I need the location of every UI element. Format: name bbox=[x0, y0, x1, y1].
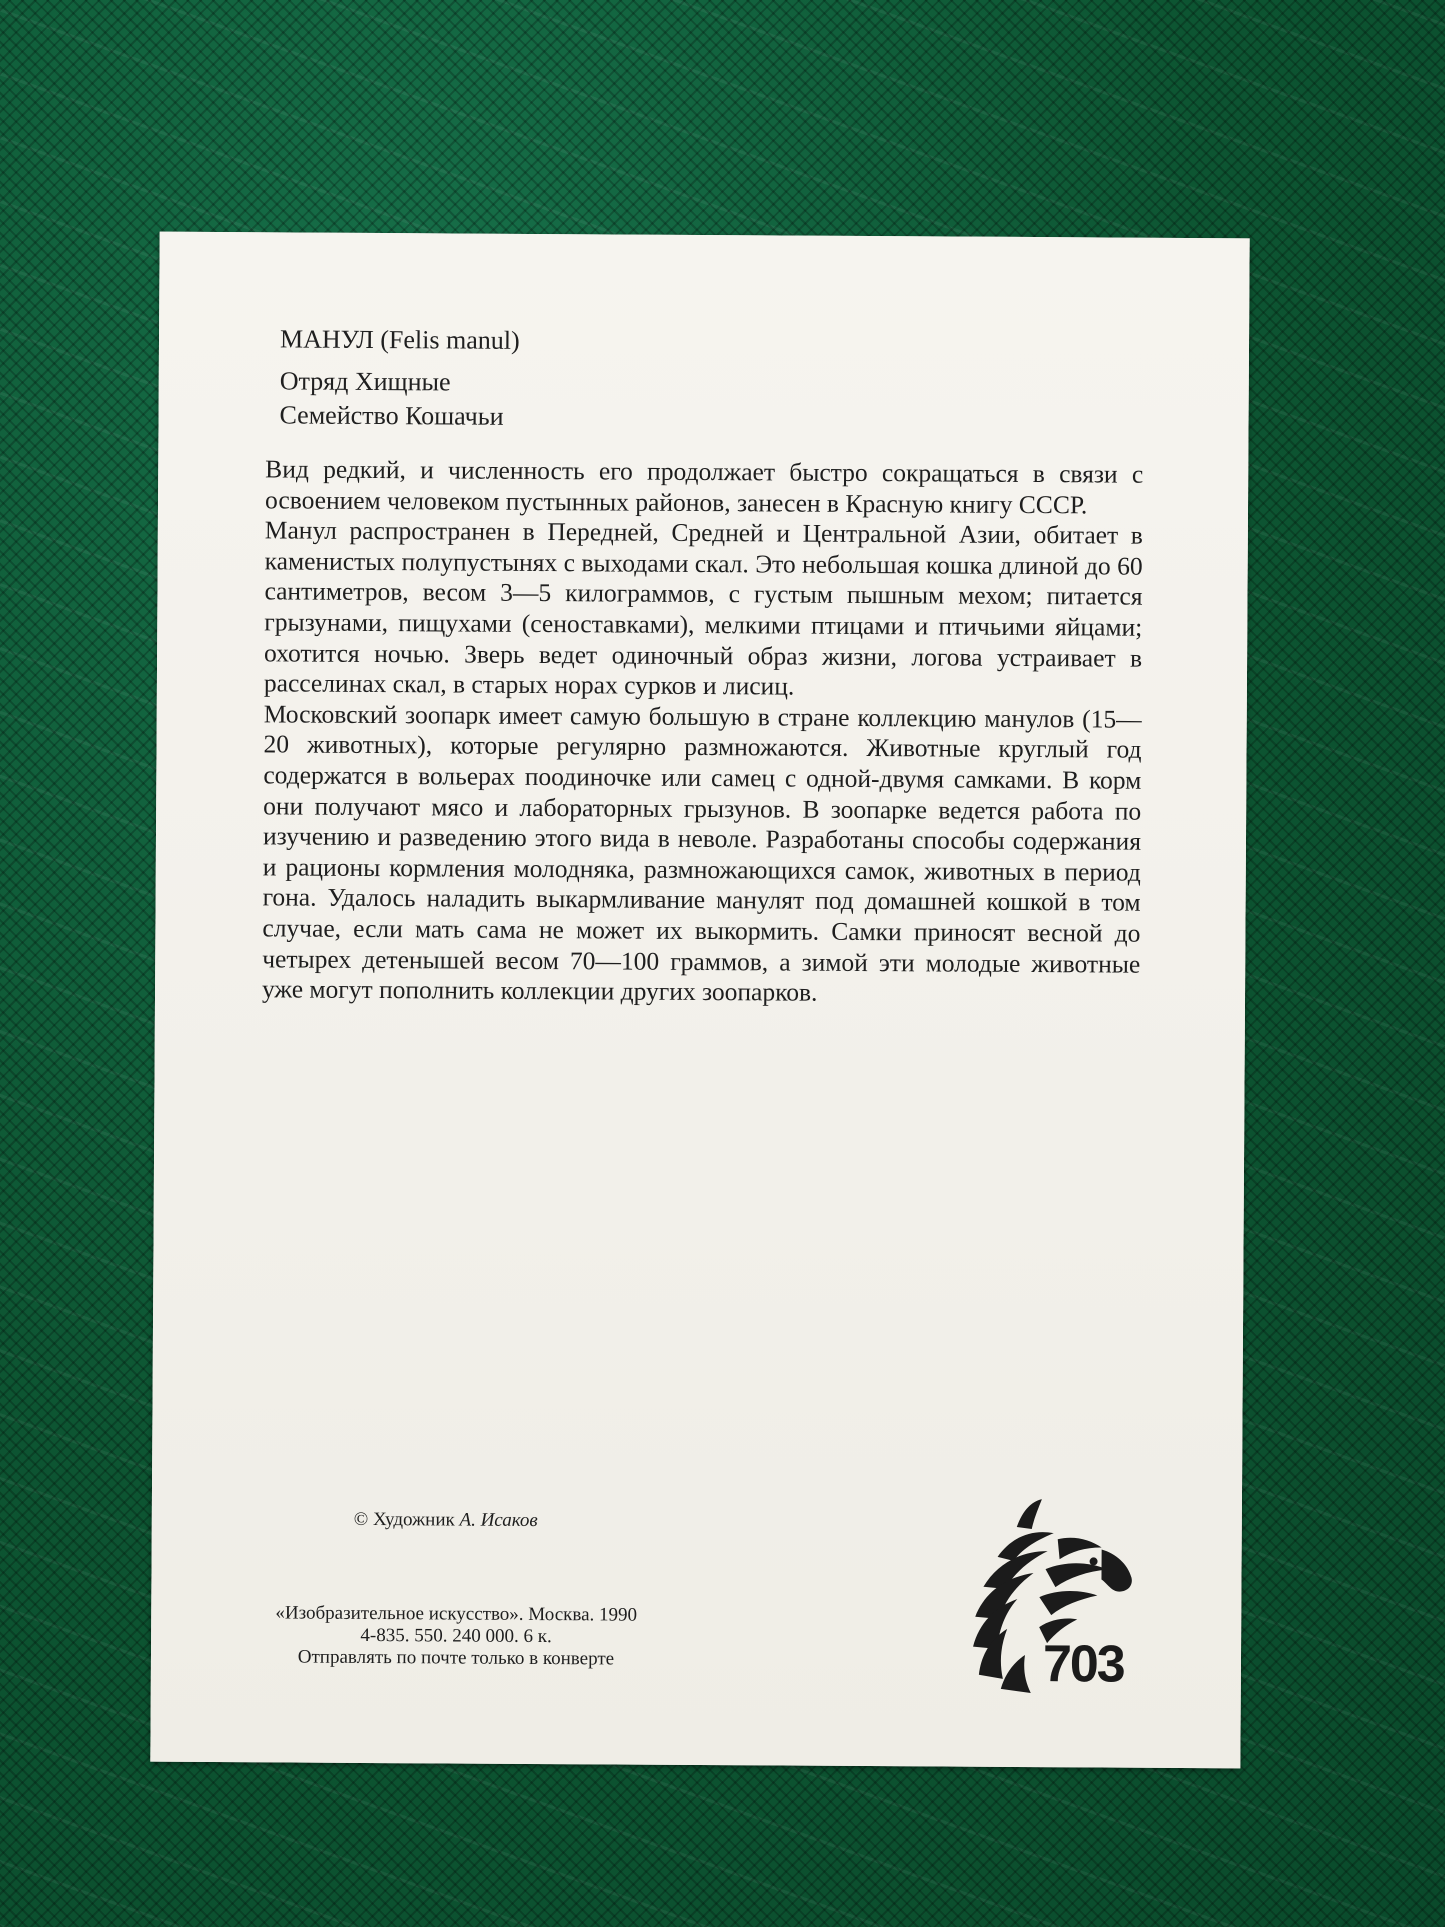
artist-name: А. Исаков bbox=[459, 1509, 538, 1532]
family-line: Семейство Кошачьи bbox=[279, 400, 504, 431]
title-row bbox=[280, 322, 520, 357]
logo-number: 703 bbox=[1042, 1635, 1124, 1694]
paragraph-zoo: Московский зоопарк имеет самую большую в стране коллекцию манулов (15—20 животных), которые регулярно размножаются. Животные круглый год содержатся в вольерах поодиночке или самец с одной-двумя самками. В корм они получают мясо и лабораторных грызунов. В зоопарке ведется работа по изучению и разведению этого вида в неволе. Разработаны способы содержания и рационы кормления молодняка, размножающихся самок, животных в период гона. Удалось наладить выкармливание манулят под домашней кошкой в том случае, если мать сама не может их выкормить. Самки приносят весной до четырех детенышей весом 70—100 граммов, а зимой эти молодые животные уже могут пополнить коллекции других зоопарков. bbox=[261, 699, 1142, 1007]
imprint-code-line: 4-835. 550. 240 000. 6 к. bbox=[360, 1624, 552, 1648]
description-text bbox=[262, 454, 1143, 1010]
imprint-mailing-line: Отправлять по почте только в конверте bbox=[297, 1646, 615, 1670]
imprint-publisher-line: «Изобразительное искусство». Москва. 1990 bbox=[275, 1602, 638, 1626]
paragraph-status: Вид редкий, и численность его продолжает быстро сокращаться в связи с освоением человеком пустынных районов, занесен в Красную книгу СССР. bbox=[264, 454, 1144, 519]
latin-name: (Felis manul) bbox=[380, 325, 520, 355]
paragraph-habitat: Манул распространен в Передней, Средней и Центральной Азии, обитает в каменистых полупустынях с выходами скал. Это небольшая кошка длиной до 60 сантиметров, весом 3—5 килограммов, с густым пышным мехом; питается грызунами, пищухами (сеноставками), мелкими птицами и птичьими яйцами; охотится ночью. Зверь ведет одиночный образ жизни, логова устраивает в расселинах скал, в старых норах сурков и лисиц. bbox=[263, 515, 1143, 701]
publisher-imprint bbox=[221, 1602, 691, 1671]
zebra-head-icon bbox=[961, 1499, 1142, 1700]
order-line: Отряд Хищные bbox=[279, 366, 451, 397]
species-title: МАНУЛ bbox=[279, 324, 374, 354]
card-header bbox=[279, 322, 519, 433]
postcard bbox=[150, 232, 1249, 1769]
artist-credit bbox=[354, 1509, 538, 1532]
credit-prefix: © Художник bbox=[353, 1508, 455, 1531]
